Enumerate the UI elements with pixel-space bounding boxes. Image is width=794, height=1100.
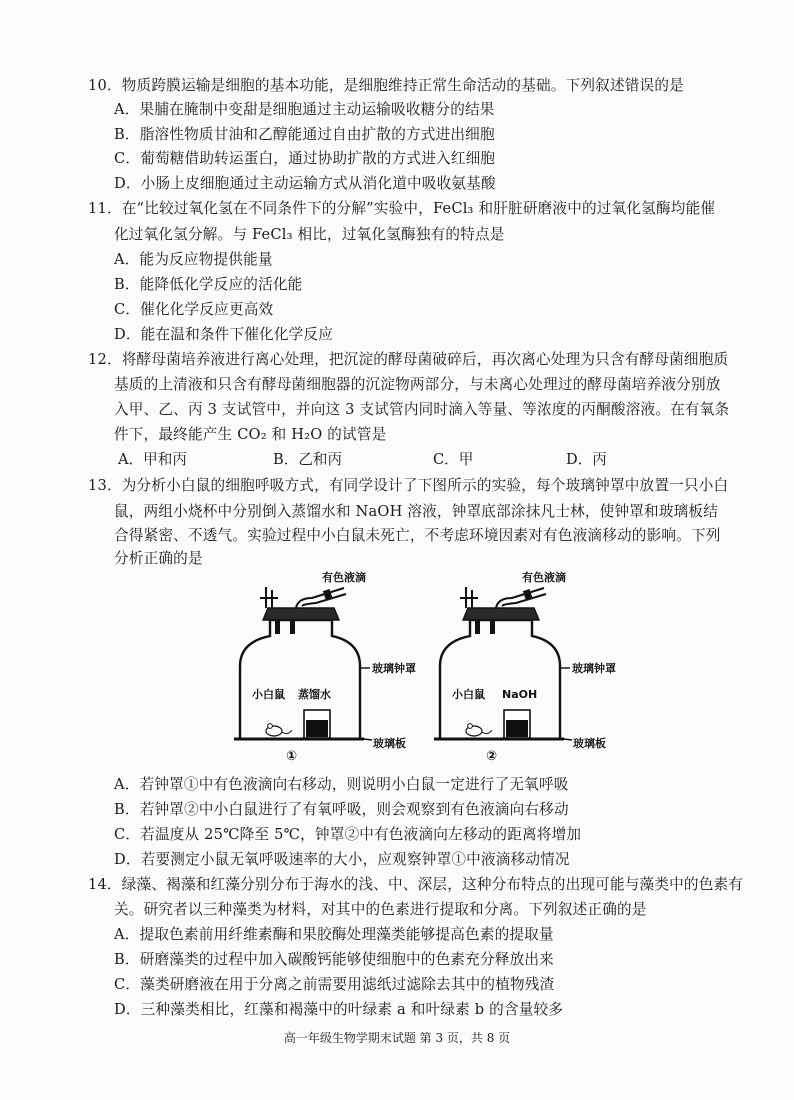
- q10-stem: 10．物质跨膜运输是细胞的基本功能，是细胞维持正常生命活动的基础。下列叙述错误的是: [88, 77, 684, 94]
- q13-option-c: C．若温度从 25℃降至 5℃，钟罩②中有色液滴向左移动的距离将增加: [114, 826, 582, 843]
- q11-option-a: A．能为反应物提供能量: [114, 251, 273, 268]
- q10-option-c: C．葡萄糖借助转运蛋白，通过协助扩散的方式进入红细胞: [114, 150, 496, 167]
- q13-stem-line2: 鼠，两组小烧杯中分别倒入蒸馏水和 NaOH 溶液，钟罩底部涂抹凡士林，使钟罩和玻璃板结: [114, 503, 719, 520]
- q11-stem-line2: 化过氧化氢分解。与 FeCl₃ 相比，过氧化氢酶独有的特点是: [114, 226, 505, 243]
- q14-stem-line1: 14．绿藻、褐藻和红藻分别分布于海水的浅、中、深层，这种分布特点的出现可能与藻类中的色素有: [88, 876, 744, 893]
- label-colored-drop-1: 有色液滴: [322, 571, 366, 584]
- page-footer: 高一年级生物学期末试题 第 3 页，共 8 页: [283, 1031, 511, 1045]
- q13-option-a: A．若钟罩①中有色液滴向右移动，则说明小白鼠一定进行了无氧呼吸: [114, 776, 569, 793]
- label-mouse-1: 小白鼠: [252, 688, 285, 701]
- label-bell-jar-2: 玻璃钟罩: [572, 662, 616, 675]
- bell-jar-figure: [226, 568, 616, 768]
- figure-number-2: ②: [486, 749, 498, 764]
- q12-option-b: B．乙和丙: [273, 451, 343, 468]
- q14-option-d: D．三种藻类相比，红藻和褐藻中的叶绿素 a 和叶绿素 b 的含量较多: [114, 1001, 564, 1018]
- q14-option-c: C．藻类研磨液在用于分离之前需要用滤纸过滤除去其中的植物残渣: [114, 976, 555, 993]
- q13-stem-line4: 分析正确的是: [114, 550, 203, 567]
- q12-stem-line1: 12．将酵母菌培养液进行离心处理，把沉淀的酵母菌破碎后，再次离心处理为只含有酵母菌细胞质: [88, 351, 729, 368]
- q11-option-d: D．能在温和条件下催化化学反应: [114, 326, 334, 343]
- q13-option-b: B．若钟罩②中小白鼠进行了有氧呼吸，则会观察到有色液滴向右移动: [114, 801, 569, 818]
- q11-option-c: C．催化化学反应更高效: [114, 301, 274, 318]
- q11-option-b: B．能降低化学反应的活化能: [114, 276, 303, 293]
- label-glass-plate-2: 玻璃板: [573, 737, 606, 750]
- q10-option-d: D．小肠上皮细胞通过主动运输方式从消化道中吸收氨基酸: [114, 175, 496, 192]
- label-bell-jar-1: 玻璃钟罩: [372, 662, 416, 675]
- q12-option-c: C．甲: [433, 451, 474, 468]
- q12-option-d: D．丙: [566, 451, 607, 468]
- bell-jar-2: [434, 570, 616, 764]
- q12-option-a: A．甲和丙: [118, 451, 187, 468]
- q11-stem-line1: 11．在“比较过氧化氢在不同条件下的分解”实验中，FeCl₃ 和肝脏研磨液中的过氧化氢酶均能催: [88, 200, 716, 217]
- label-glass-plate-1: 玻璃板: [373, 737, 406, 750]
- q14-stem-line2: 关。研究者以三种藻类为材料，对其中的色素进行提取和分离。下列叙述正确的是: [114, 901, 647, 918]
- q14-option-b: B．研磨藻类的过程中加入碳酸钙能够使细胞中的色素充分释放出来: [114, 951, 554, 968]
- q10-option-b: B．脂溶性物质甘油和乙醇能通过自由扩散的方式进出细胞: [114, 126, 495, 143]
- q13-stem-line1: 13．为分析小白鼠的细胞呼吸方式，有同学设计了下图所示的实验，每个玻璃钟罩中放置一只小白: [88, 477, 729, 494]
- q12-stem-line2: 基质的上清液和只含有酵母菌细胞器的沉淀物两部分，与未离心处理过的酵母菌培养液分别放: [114, 376, 721, 393]
- label-colored-drop-2: 有色液滴: [522, 571, 566, 584]
- q13-option-d: D．若要测定小鼠无氧呼吸速率的大小，应观察钟罩①中液滴移动情况: [114, 851, 570, 868]
- q12-options-row: [0, 451, 794, 469]
- q14-option-a: A．提取色素前用纤维素酶和果胶酶处理藻类能够提高色素的提取量: [114, 926, 554, 943]
- label-water: 蒸馏水: [298, 688, 331, 701]
- q13-stem-line3: 合得紧密、不透气。实验过程中小白鼠未死亡，不考虑环境因素对有色液滴移动的影响。下列: [114, 527, 721, 544]
- bell-jar-1: [234, 570, 416, 764]
- label-naoh: NaOH: [502, 688, 538, 701]
- label-mouse-2: 小白鼠: [452, 688, 485, 701]
- q12-stem-line4: 件下，最终能产生 CO₂ 和 H₂O 的试管是: [114, 426, 387, 443]
- q10-option-a: A．果脯在腌制中变甜是细胞通过主动运输吸收糖分的结果: [114, 101, 495, 118]
- q12-stem-line3: 入甲、乙、丙 3 支试管中，并向这 3 支试管内同时滴入等量、等浓度的丙酮酸溶液。在有氧条: [114, 401, 730, 418]
- figure-number-1: ①: [286, 749, 298, 764]
